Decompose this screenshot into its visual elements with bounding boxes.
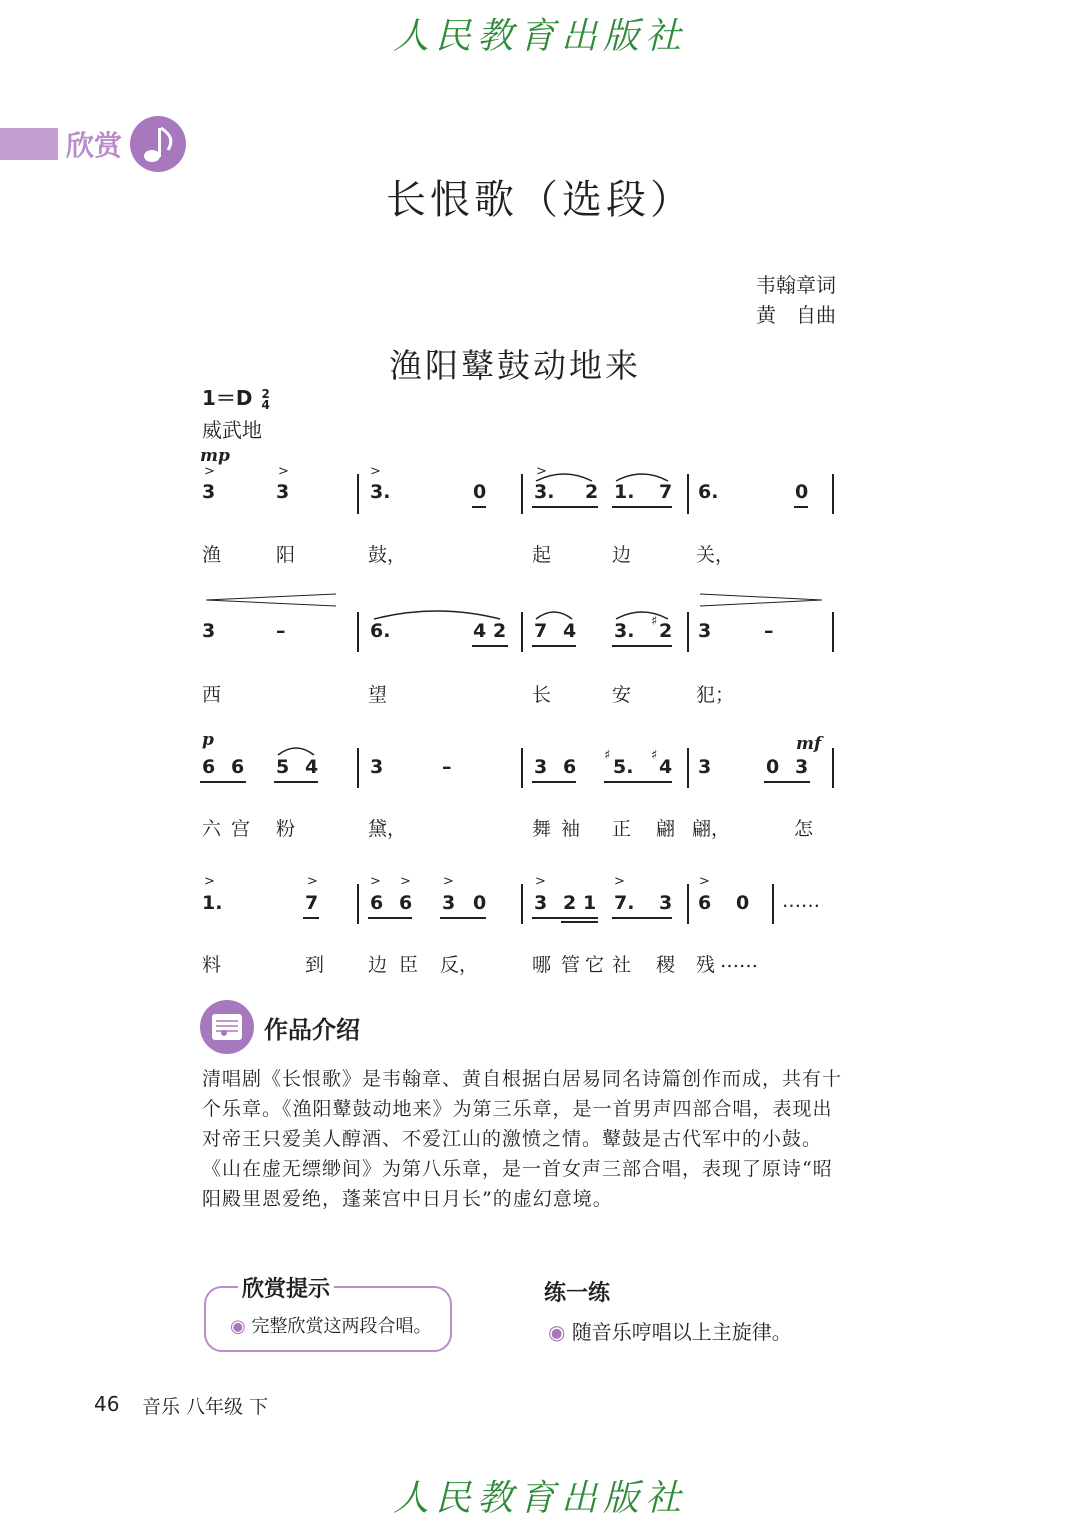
lyric: 长 <box>532 684 552 706</box>
barline <box>687 474 689 514</box>
lyric: 袖 <box>561 818 581 840</box>
credits <box>756 270 836 330</box>
note: 0 <box>795 481 809 503</box>
note: 7 <box>659 481 673 503</box>
underline <box>532 645 576 647</box>
note: 3 <box>659 892 673 914</box>
barline <box>357 474 359 514</box>
underline <box>274 781 318 783</box>
time-sig-top: 2 <box>261 386 270 401</box>
note: 2 <box>659 620 673 642</box>
decrescendo-hairpin <box>698 592 824 611</box>
barline <box>832 474 834 514</box>
dynamic-mp: mp <box>200 446 230 466</box>
note: 1. <box>202 892 223 914</box>
dynamic-p: p <box>202 730 214 750</box>
barline <box>521 474 523 514</box>
note: 3 <box>202 481 216 503</box>
barline <box>687 612 689 652</box>
note: 3 <box>795 756 809 778</box>
underline <box>532 917 598 919</box>
lyric: 安 <box>612 684 632 706</box>
lyric: 宫 <box>231 818 251 840</box>
section-tab-bar <box>0 128 58 160</box>
barline <box>357 612 359 652</box>
underline <box>440 917 486 919</box>
barline <box>357 748 359 788</box>
publisher-logo-top: 人民教育出版社 <box>392 16 687 57</box>
lyric: 阳 <box>276 544 296 566</box>
dynamic-mf: mf <box>796 734 822 754</box>
music-note-icon <box>130 116 186 172</box>
underline <box>794 506 808 508</box>
underline <box>472 506 486 508</box>
accent-mark: > <box>536 464 547 479</box>
lyric: 正 <box>612 818 632 840</box>
barline <box>357 884 359 924</box>
note: 0 <box>766 756 780 778</box>
note: 3. <box>614 620 635 642</box>
note: 0 <box>473 481 487 503</box>
lyric: 关， <box>696 544 735 566</box>
note: 3 <box>202 620 216 642</box>
note: 3 <box>276 481 290 503</box>
lyric: 管 <box>561 954 581 976</box>
note: 2 <box>493 620 507 642</box>
note: 5 <box>276 756 290 778</box>
key-signature <box>202 382 270 411</box>
underline <box>368 917 412 919</box>
barline <box>772 884 774 924</box>
dash: – <box>442 756 452 778</box>
barline <box>521 748 523 788</box>
lyric: 舞 <box>532 818 552 840</box>
note: 3 <box>698 620 712 642</box>
book-title: 音乐 八年级 下 <box>142 1396 269 1418</box>
accent-mark: > <box>443 874 454 889</box>
note: 4 <box>563 620 577 642</box>
underline <box>472 645 508 647</box>
note: 4 <box>473 620 487 642</box>
page-title: 长恨歌（选段） <box>386 177 694 223</box>
underline <box>532 506 598 508</box>
dash: – <box>764 620 774 642</box>
practice-item <box>548 1316 792 1345</box>
publisher-logo-bottom: 人民教育出版社 <box>392 1478 687 1519</box>
lyric: 哪 <box>532 954 552 976</box>
intro-paragraph: 清唱剧《长恨歌》是韦翰章、黄自根据白居易同名诗篇创作而成，共有十个乐章。《渔阳鼙鼓动地来》为第三乐章，是一首男声四部合唱，表现出对帝王只爱美人醇酒、不爱江山的激愤之情。鼙鼓是古代军中的小鼓。《山在虚无缥缈间》为第八乐章，是一首女声三部合唱，表现了原诗“昭阳殿里恩爱绝，蓬莱宫中日月长”的虚幻意境。 <box>202 1068 843 1210</box>
lyric: 西 <box>202 684 222 706</box>
lyric: 怎 <box>794 818 814 840</box>
lyric: 望 <box>368 684 388 706</box>
lyric: 犯； <box>696 684 735 706</box>
note: 6. <box>698 481 719 503</box>
accent-mark: > <box>370 464 381 479</box>
lyric: 鼓， <box>368 544 407 566</box>
sharp-sign: ♯ <box>651 748 658 763</box>
underline <box>303 917 319 919</box>
accent-mark: > <box>614 874 625 889</box>
lyric: 渔 <box>202 544 222 566</box>
sharp-sign: ♯ <box>651 614 658 629</box>
accent-mark: > <box>400 874 411 889</box>
decrescendo-hairpin <box>204 592 338 611</box>
accent-mark: > <box>278 464 289 479</box>
piece-title: 渔阳鼙鼓动地来 <box>389 346 641 385</box>
lyric: 翩 <box>656 818 676 840</box>
lyric: 反， <box>440 954 479 976</box>
lyric: 它 <box>585 954 605 976</box>
note: 0 <box>736 892 750 914</box>
lyric: 残 <box>696 954 716 976</box>
lyric: …… <box>720 950 758 972</box>
section-title: 作品介绍 <box>264 1016 360 1044</box>
barline <box>832 748 834 788</box>
underline <box>532 781 576 783</box>
page-number: 46 <box>94 1392 120 1416</box>
note: 4 <box>659 756 673 778</box>
accent-mark: > <box>370 874 381 889</box>
underline <box>764 781 810 783</box>
key-text: 1＝D <box>202 386 253 410</box>
bullet-icon: ◉ <box>230 1316 246 1337</box>
note: 3 <box>442 892 456 914</box>
barline <box>687 748 689 788</box>
accent-mark: > <box>535 874 546 889</box>
practice-title: 练一练 <box>544 1281 611 1306</box>
bullet-icon: ◉ <box>548 1320 566 1344</box>
lyric: 黛， <box>368 818 407 840</box>
underline <box>612 645 672 647</box>
section-tab-label: 欣赏 <box>66 129 123 162</box>
sharp-sign: ♯ <box>604 748 611 763</box>
lyric: 社 <box>612 954 632 976</box>
lyric: 边 <box>368 954 388 976</box>
note: 7 <box>305 892 319 914</box>
barline <box>832 612 834 652</box>
underline <box>612 917 672 919</box>
note: 6 <box>563 756 577 778</box>
note: 1. <box>614 481 635 503</box>
lyric: 臣 <box>399 954 419 976</box>
lyric: 料 <box>202 954 222 976</box>
note: 3. <box>534 481 555 503</box>
lyric: 翩， <box>692 818 731 840</box>
note: 6 <box>399 892 413 914</box>
accent-mark: > <box>699 874 710 889</box>
barline <box>521 884 523 924</box>
accent-mark: > <box>307 874 318 889</box>
note: 7 <box>534 620 548 642</box>
barline <box>687 884 689 924</box>
tempo-marking: 威武地 <box>202 418 262 442</box>
time-signature <box>261 386 270 412</box>
dash: – <box>276 620 286 642</box>
tips-text: 完整欣赏这两段合唱。 <box>251 1316 432 1337</box>
lyric: 起 <box>532 544 552 566</box>
lyricist-credit: 韦翰章词 <box>756 273 836 297</box>
tips-item <box>230 1312 431 1338</box>
lyric: 稷 <box>656 954 676 976</box>
note: 6 <box>698 892 712 914</box>
note: 6 <box>202 756 216 778</box>
note: 3 <box>534 756 548 778</box>
tips-title: 欣赏提示 <box>238 1272 334 1303</box>
note: 2 <box>585 481 599 503</box>
barline <box>521 612 523 652</box>
accent-mark: > <box>204 464 215 479</box>
note: 7. <box>614 892 635 914</box>
composer-credit: 黄 自曲 <box>756 303 836 327</box>
lyric: 粉 <box>276 818 296 840</box>
lyric: 到 <box>305 954 325 976</box>
accent-mark: > <box>204 874 215 889</box>
note: 1 <box>583 892 597 914</box>
score-scroll-icon <box>200 1000 254 1054</box>
underline <box>604 781 672 783</box>
time-sig-bottom: 4 <box>261 397 270 412</box>
note: 4 <box>305 756 319 778</box>
underline <box>612 506 672 508</box>
note: 3 <box>698 756 712 778</box>
note: 6. <box>370 620 391 642</box>
ellipsis: …… <box>782 890 820 912</box>
note: 0 <box>473 892 487 914</box>
note: 3 <box>534 892 548 914</box>
lyric: 六 <box>202 818 222 840</box>
underline <box>200 781 246 783</box>
note: 5. <box>613 756 634 778</box>
note: 3 <box>370 756 384 778</box>
practice-text: 随音乐哼唱以上主旋律。 <box>571 1320 792 1344</box>
underline <box>561 921 598 923</box>
lyric: 边 <box>612 544 632 566</box>
note: 6 <box>370 892 384 914</box>
note: 3. <box>370 481 391 503</box>
note: 2 <box>563 892 577 914</box>
note: 6 <box>231 756 245 778</box>
